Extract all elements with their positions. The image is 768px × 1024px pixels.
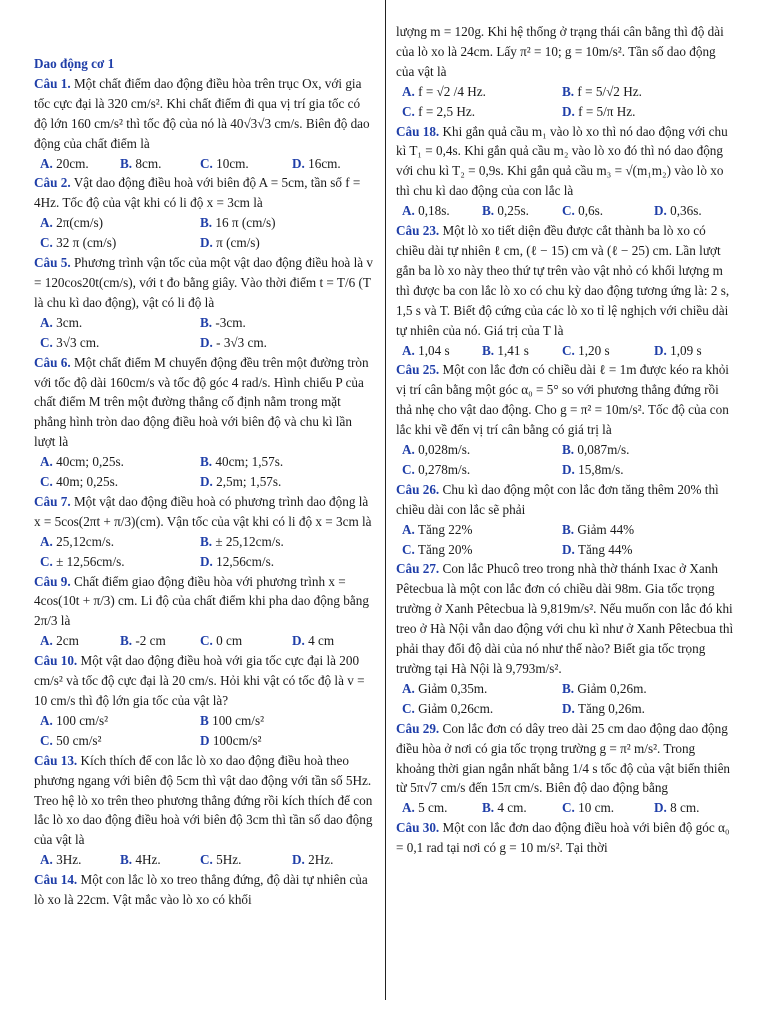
answer-option[interactable] <box>200 313 370 333</box>
answer-option[interactable] <box>562 102 732 122</box>
option-text: 20cm. <box>52 155 89 171</box>
option-letter: B. <box>120 633 133 649</box>
option-letter: C. <box>402 103 415 119</box>
question-number: Câu 10. <box>34 653 78 669</box>
question-text: Một con lắc đơn dao động điều hoà với biên độ góc α₀ = 0,1 rad tại nơi có g = 10 m/s². Tại thời <box>396 820 730 856</box>
option-letter: A. <box>40 712 53 728</box>
option-text: Giảm 0,26m. <box>574 680 647 696</box>
answer-option[interactable] <box>292 850 372 870</box>
answer-option[interactable] <box>562 201 654 221</box>
option-text: 10cm. <box>212 155 249 171</box>
option-letter: D. <box>654 203 667 219</box>
option-text: Giảm 0,26cm. <box>414 700 494 716</box>
option-text: 1,20 s <box>574 342 610 358</box>
answer-option[interactable] <box>40 711 200 731</box>
option-letter: C. <box>562 203 575 219</box>
section-title: Dao động cơ 1 <box>34 56 115 71</box>
answer-option[interactable] <box>402 520 562 540</box>
option-text: Tăng 44% <box>574 541 633 557</box>
answer-option[interactable] <box>200 850 292 870</box>
answer-option[interactable] <box>654 201 734 221</box>
answer-option[interactable] <box>292 154 372 174</box>
answer-option[interactable] <box>120 850 200 870</box>
option-text: ± 12,56cm/s. <box>52 553 125 569</box>
answer-option[interactable] <box>402 201 482 221</box>
answer-option[interactable] <box>402 102 562 122</box>
option-text: f = 2,5 Hz. <box>414 103 476 119</box>
answer-option[interactable] <box>654 341 734 361</box>
question-number: Câu 27. <box>396 561 440 577</box>
answer-option[interactable] <box>120 631 200 651</box>
answer-option[interactable] <box>402 440 562 460</box>
answer-option[interactable] <box>120 154 200 174</box>
question-number: Câu 25. <box>396 362 440 378</box>
question <box>34 253 374 313</box>
answer-option[interactable] <box>562 679 732 699</box>
question-number: Câu 23. <box>396 223 440 239</box>
option-text: 3Hz. <box>52 852 82 868</box>
question <box>34 74 374 154</box>
question-text: Một vật dao động điều hoà có phương trình dao động là x = 5cos(2πt + π/3)(cm). Vận tốc của vật khi có li độ x = 3cm là <box>34 493 372 529</box>
option-letter: B. <box>482 800 495 816</box>
option-text: 0,18s. <box>414 203 450 219</box>
option-letter: A. <box>40 852 53 868</box>
option-text: 0,278m/s. <box>414 461 471 477</box>
question <box>34 353 374 453</box>
answer-options <box>396 201 736 221</box>
option-text: 2,5m; 1,57s. <box>212 474 282 490</box>
answer-option[interactable] <box>562 341 654 361</box>
option-text: 4Hz. <box>132 852 161 868</box>
option-text: 8cm. <box>132 155 162 171</box>
option-text: 2π(cm/s) <box>52 215 104 231</box>
answer-option[interactable] <box>40 233 200 253</box>
question-number: Câu 14. <box>34 872 78 888</box>
option-letter: A. <box>402 521 415 537</box>
question-text: Một con lắc đơn có chiều dài ℓ = 1m được kéo ra khỏi vị trí cân bằng một góc α₀ = 5° so với phương thẳng đứng rồi thả nhẹ cho vật dao động. Cho g = π² = 10m/s². Tốc độ của con lắc khi về đến vị trí cân bằng có giá trị là <box>396 362 729 438</box>
option-letter: B. <box>200 533 213 549</box>
question-text: Kích thích để con lắc lò xo dao động điều hoà theo phương ngang với biên độ 5cm thì vật dao động với tần số 5Hz. Treo hệ lò xo trên theo phương thẳng đứng rồi kích thích để con lắc lò xo dao động điều hoà với biên độ 3cm thì tần số dao động của vật là <box>34 752 373 848</box>
question <box>34 870 374 910</box>
answer-options <box>34 313 374 353</box>
option-text: ± 25,12cm/s. <box>212 533 284 549</box>
answer-option[interactable] <box>40 472 200 492</box>
option-text: π (cm/s) <box>212 235 260 251</box>
question-text: Khi gắn quả cầu m₁ vào lò xo thì nó dao động với chu kì T₁ = 0,4s. Khi gắn quả cầu m₂ vào lò xo đó thì nó dao động với chu kì T₂ = 0,9s. Khi gắn quả cầu m₃ = √(m₁m₂) vào lò xo thì chu kì dao động của con lắc là <box>396 123 728 199</box>
answer-option[interactable] <box>402 699 562 719</box>
option-letter: D. <box>292 155 305 171</box>
option-letter: A. <box>402 680 415 696</box>
option-text: 4 cm <box>304 633 335 649</box>
question-text: Vật dao động điều hoà với biên độ A = 5cm, tần số f = 4Hz. Tốc độ của vật khi có li độ x = 3cm là <box>34 175 361 211</box>
answer-option[interactable] <box>482 201 562 221</box>
option-text: 4 cm. <box>494 800 527 816</box>
option-letter: A. <box>402 442 415 458</box>
option-text: 1,41 s <box>494 342 529 358</box>
answer-option[interactable] <box>200 472 370 492</box>
question <box>34 651 374 711</box>
answer-option[interactable] <box>200 452 370 472</box>
answer-option[interactable] <box>402 798 482 818</box>
answer-option[interactable] <box>562 798 654 818</box>
question-text: Một con lắc lò xo treo thẳng đứng, độ dài tự nhiên của lò xo là 22cm. Vật mắc vào lò xo có khối <box>34 872 368 908</box>
answer-option[interactable] <box>40 313 200 333</box>
option-letter: D. <box>292 852 305 868</box>
question <box>396 122 736 202</box>
answer-option[interactable] <box>654 798 734 818</box>
question-text: Con lắc đơn có dây treo dài 25 cm dao động dao động điều hòa ở nơi có gia tốc trọng trường g = π² m/s². Trong khoảng thời gian ngắn nhất bằng 1/4 s tốc độ của vật biến thiên từ 5π√7 cm/s đến 15π cm/s. Biên độ dao động bằng <box>396 720 731 796</box>
option-text: 25,12cm/s. <box>52 533 115 549</box>
question <box>34 572 374 632</box>
option-text: 100 cm/s² <box>208 712 265 728</box>
option-text: -2 cm <box>132 633 166 649</box>
option-text: 100cm/s² <box>209 732 262 748</box>
option-letter: D. <box>562 461 575 477</box>
answer-option[interactable] <box>40 154 120 174</box>
answer-option[interactable] <box>40 452 200 472</box>
option-letter: B. <box>562 83 575 99</box>
option-letter: B. <box>562 680 575 696</box>
answer-option[interactable] <box>200 154 292 174</box>
option-text: 40cm; 1,57s. <box>212 454 284 470</box>
question <box>396 480 736 520</box>
option-text: 0 cm <box>212 633 243 649</box>
answer-option[interactable] <box>40 631 120 651</box>
answer-option[interactable] <box>200 731 370 751</box>
option-text: Tăng 0,26m. <box>574 700 645 716</box>
answer-option[interactable] <box>562 699 732 719</box>
question <box>34 492 374 532</box>
answer-options <box>396 798 736 818</box>
option-letter: D. <box>200 334 213 350</box>
option-text: 0,36s. <box>666 203 702 219</box>
question-text: Con lắc Phucô treo trong nhà thờ thánh Ixac ở Xanh Pêtecbua là một con lắc đơn có chiều dài 98m. Gia tốc trọng trường ở Xanh Pêtecbua là 9,819m/s². Nếu muốn con lắc đó khi treo ở Hà Nội vẫn dao động với chu kì như ở Xanh Pêtecbua thì phải thay đổi độ dài của nó như thế nào? Biết gia tốc trọng trường tại Hà Nội là 9,793m/s². <box>396 561 734 676</box>
question-number: Câu 5. <box>34 255 71 271</box>
question-text: Một vật dao động điều hoà với gia tốc cực đại là 200 cm/s² và tốc độ cực đại là 20 cm/s. Hỏi khi vật có tốc độ là v = 10 cm/s thì độ lớn gia tốc của vật là? <box>34 653 365 708</box>
answer-option[interactable] <box>40 552 200 572</box>
answer-option[interactable] <box>562 440 732 460</box>
option-text: 0,028m/s. <box>414 442 471 458</box>
option-letter: D. <box>562 700 575 716</box>
answer-option[interactable] <box>200 711 370 731</box>
option-text: f = √2 /4 Hz. <box>414 83 486 99</box>
option-letter: B. <box>200 215 213 231</box>
question <box>396 221 736 340</box>
option-letter: C. <box>40 235 53 251</box>
answer-option[interactable] <box>402 460 562 480</box>
option-text: 40m; 0,25s. <box>52 474 119 490</box>
option-text: 1,09 s <box>666 342 702 358</box>
column-divider <box>385 0 386 1000</box>
answer-option[interactable] <box>40 850 120 870</box>
option-text: f = 5/π Hz. <box>574 103 636 119</box>
question <box>34 173 374 213</box>
question <box>34 751 374 851</box>
option-letter: B. <box>562 521 575 537</box>
question-number: Câu 6. <box>34 354 71 370</box>
option-letter: D. <box>200 235 213 251</box>
answer-option[interactable] <box>200 333 370 353</box>
answer-option[interactable] <box>200 532 370 552</box>
option-letter: D. <box>292 633 305 649</box>
option-text: 3√3 cm. <box>52 334 100 350</box>
answer-option[interactable] <box>562 460 732 480</box>
option-letter: B. <box>200 454 213 470</box>
option-text: 32 π (cm/s) <box>52 235 117 251</box>
option-text: 3cm. <box>52 314 83 330</box>
question <box>396 360 736 440</box>
option-letter: C. <box>40 334 53 350</box>
question <box>396 818 736 858</box>
question <box>396 559 736 678</box>
option-letter: A. <box>402 800 415 816</box>
option-letter: D. <box>562 103 575 119</box>
answer-option[interactable] <box>562 520 732 540</box>
answer-options <box>34 532 374 572</box>
option-text: Tăng 20% <box>414 541 473 557</box>
answer-options <box>396 520 736 560</box>
question-text: Một lò xo tiết diện đều được cắt thành ba lò xo có chiều dài tự nhiên ℓ cm, (ℓ − 15) cm và (ℓ − 25) cm. Lần lượt gắn ba lò xo này theo thứ tự trên vào vật nhỏ có khối lượng m thì được ba con lắc lò xo có chu kỳ dao động tương ứng là: 2 s, 1,5 s và T. Biết độ cứng của các lò xo tỉ lệ nghịch với chiều dài tự nhiên của nó. Giá trị của T là <box>396 223 730 338</box>
option-letter: A. <box>40 454 53 470</box>
question-number: Câu 26. <box>396 481 440 497</box>
answer-option[interactable] <box>402 341 482 361</box>
option-text: 2cm <box>52 633 79 649</box>
answer-option[interactable] <box>402 540 562 560</box>
option-text: f = 5/√2 Hz. <box>574 83 642 99</box>
option-text: 50 cm/s² <box>52 732 102 748</box>
answer-option[interactable] <box>200 552 370 572</box>
option-letter: C. <box>200 155 213 171</box>
option-letter: A. <box>40 533 53 549</box>
option-text: -3cm. <box>212 314 246 330</box>
answer-options <box>34 154 374 174</box>
question-number: Câu 7. <box>34 493 71 509</box>
option-letter: B. <box>200 314 213 330</box>
option-letter: C. <box>402 461 415 477</box>
option-letter: A. <box>40 633 53 649</box>
answer-option[interactable] <box>482 341 562 361</box>
option-letter: D <box>200 732 210 748</box>
option-letter: C. <box>562 342 575 358</box>
answer-option[interactable] <box>40 731 200 751</box>
answer-option[interactable] <box>292 631 372 651</box>
option-letter: C. <box>40 474 53 490</box>
answer-option[interactable] <box>40 333 200 353</box>
question-number: Câu 13. <box>34 752 78 768</box>
question <box>396 22 736 82</box>
answer-option[interactable] <box>482 798 562 818</box>
option-text: Giảm 44% <box>574 521 635 537</box>
question-number: Câu 2. <box>34 175 71 191</box>
option-text: 0,25s. <box>494 203 529 219</box>
option-text: Tăng 22% <box>414 521 473 537</box>
option-letter: B. <box>120 852 133 868</box>
answer-option[interactable] <box>40 532 200 552</box>
option-letter: A. <box>40 314 53 330</box>
option-text: 8 cm. <box>666 800 700 816</box>
answer-options <box>396 679 736 719</box>
right-column <box>396 0 736 858</box>
option-letter: B. <box>482 342 495 358</box>
question <box>396 719 736 799</box>
question-text: Một chất điểm M chuyển động đều trên một đường tròn với tốc độ dài 160cm/s và tốc độ góc 4 rad/s. Hình chiếu P của chất điểm M trên một đường thẳng cố định nằm trong mặt phẳng hình tròn dao động điều hoà với biên độ và chu kì lần lượt là <box>34 354 369 450</box>
option-letter: C. <box>402 700 415 716</box>
option-text: 5 cm. <box>414 800 448 816</box>
option-letter: A. <box>402 342 415 358</box>
answer-option[interactable] <box>402 82 562 102</box>
option-letter: C. <box>40 553 53 569</box>
question-number: Câu 29. <box>396 720 440 736</box>
question-text: Một chất điểm dao động điều hòa trên trục Ox, với gia tốc cực đại là 320 cm/s². Khi chất điểm đi qua vị trí gia tốc có độ lớn 160 cm/s² thì tốc độ của nó là 40√3√3 cm/s. Biên độ dao động của chất điểm là <box>34 75 370 151</box>
question-text: Chất điểm giao động điều hòa với phương trình x = 4cos(10t + π/3) cm. Li độ của chất điểm khi pha dao động bằng 2π/3 là <box>34 573 369 629</box>
option-text: 100 cm/s² <box>52 712 109 728</box>
option-letter: D. <box>654 342 667 358</box>
question-text: lượng m = 120g. Khi hệ thống ở trạng thái cân bằng thì độ dài của lò xo là 24cm. Lấy π² = 10; g = 10m/s². Tần số dao động của vật là <box>396 24 724 79</box>
option-text: 5Hz. <box>212 852 242 868</box>
option-letter: D. <box>654 800 667 816</box>
option-letter: C. <box>200 852 213 868</box>
left-column <box>34 0 374 910</box>
option-text: 0,087m/s. <box>574 442 630 458</box>
option-letter: B. <box>120 155 133 171</box>
answer-option[interactable] <box>562 82 732 102</box>
option-letter: C. <box>562 800 575 816</box>
question-text: Phương trình vận tốc của một vật dao động điều hoà là v = 120cos20t(cm/s), với t đo bằng giây. Vào thời điểm t = T/6 (T là chu kì dao động), vật có li độ là <box>34 255 373 310</box>
option-text: 10 cm. <box>574 800 615 816</box>
answer-option[interactable] <box>200 233 370 253</box>
option-letter: C. <box>40 732 53 748</box>
answer-options <box>34 631 374 651</box>
answer-option[interactable] <box>200 213 370 233</box>
option-text: 12,56cm/s. <box>212 553 275 569</box>
question-number: Câu 1. <box>34 75 71 91</box>
option-letter: D. <box>562 541 575 557</box>
answer-options <box>396 440 736 480</box>
option-letter: D. <box>200 553 213 569</box>
option-letter: A. <box>40 155 53 171</box>
option-text: 15,8m/s. <box>574 461 624 477</box>
answer-options <box>396 82 736 122</box>
option-text: 16 π (cm/s) <box>212 215 276 231</box>
option-letter: C. <box>402 541 415 557</box>
answer-options <box>34 711 374 751</box>
option-letter: A. <box>40 215 53 231</box>
option-letter: C. <box>200 633 213 649</box>
answer-option[interactable] <box>402 679 562 699</box>
question-number: Câu 18. <box>396 123 440 139</box>
answer-option[interactable] <box>562 540 732 560</box>
answer-option[interactable] <box>200 631 292 651</box>
question-text: Chu kì dao động một con lắc đơn tăng thêm 20% thì chiều dài con lắc sẽ phải <box>396 481 719 517</box>
option-text: 16cm. <box>304 155 341 171</box>
option-text: 40cm; 0,25s. <box>52 454 124 470</box>
option-text: 2Hz. <box>304 852 334 868</box>
option-letter: D. <box>200 474 213 490</box>
option-letter: A. <box>402 203 415 219</box>
option-text: 1,04 s <box>414 342 450 358</box>
option-letter: A. <box>402 83 415 99</box>
option-letter: B. <box>562 442 575 458</box>
question-number: Câu 30. <box>396 820 440 836</box>
answer-option[interactable] <box>40 213 200 233</box>
option-letter: B. <box>482 203 495 219</box>
answer-options <box>34 850 374 870</box>
option-text: - 3√3 cm. <box>212 334 267 350</box>
option-letter: B <box>200 712 209 728</box>
answer-options <box>34 452 374 492</box>
answer-options <box>396 341 736 361</box>
answer-options <box>34 213 374 253</box>
option-text: Giảm 0,35m. <box>414 680 488 696</box>
option-text: 0,6s. <box>574 203 604 219</box>
question-number: Câu 9. <box>34 573 71 589</box>
